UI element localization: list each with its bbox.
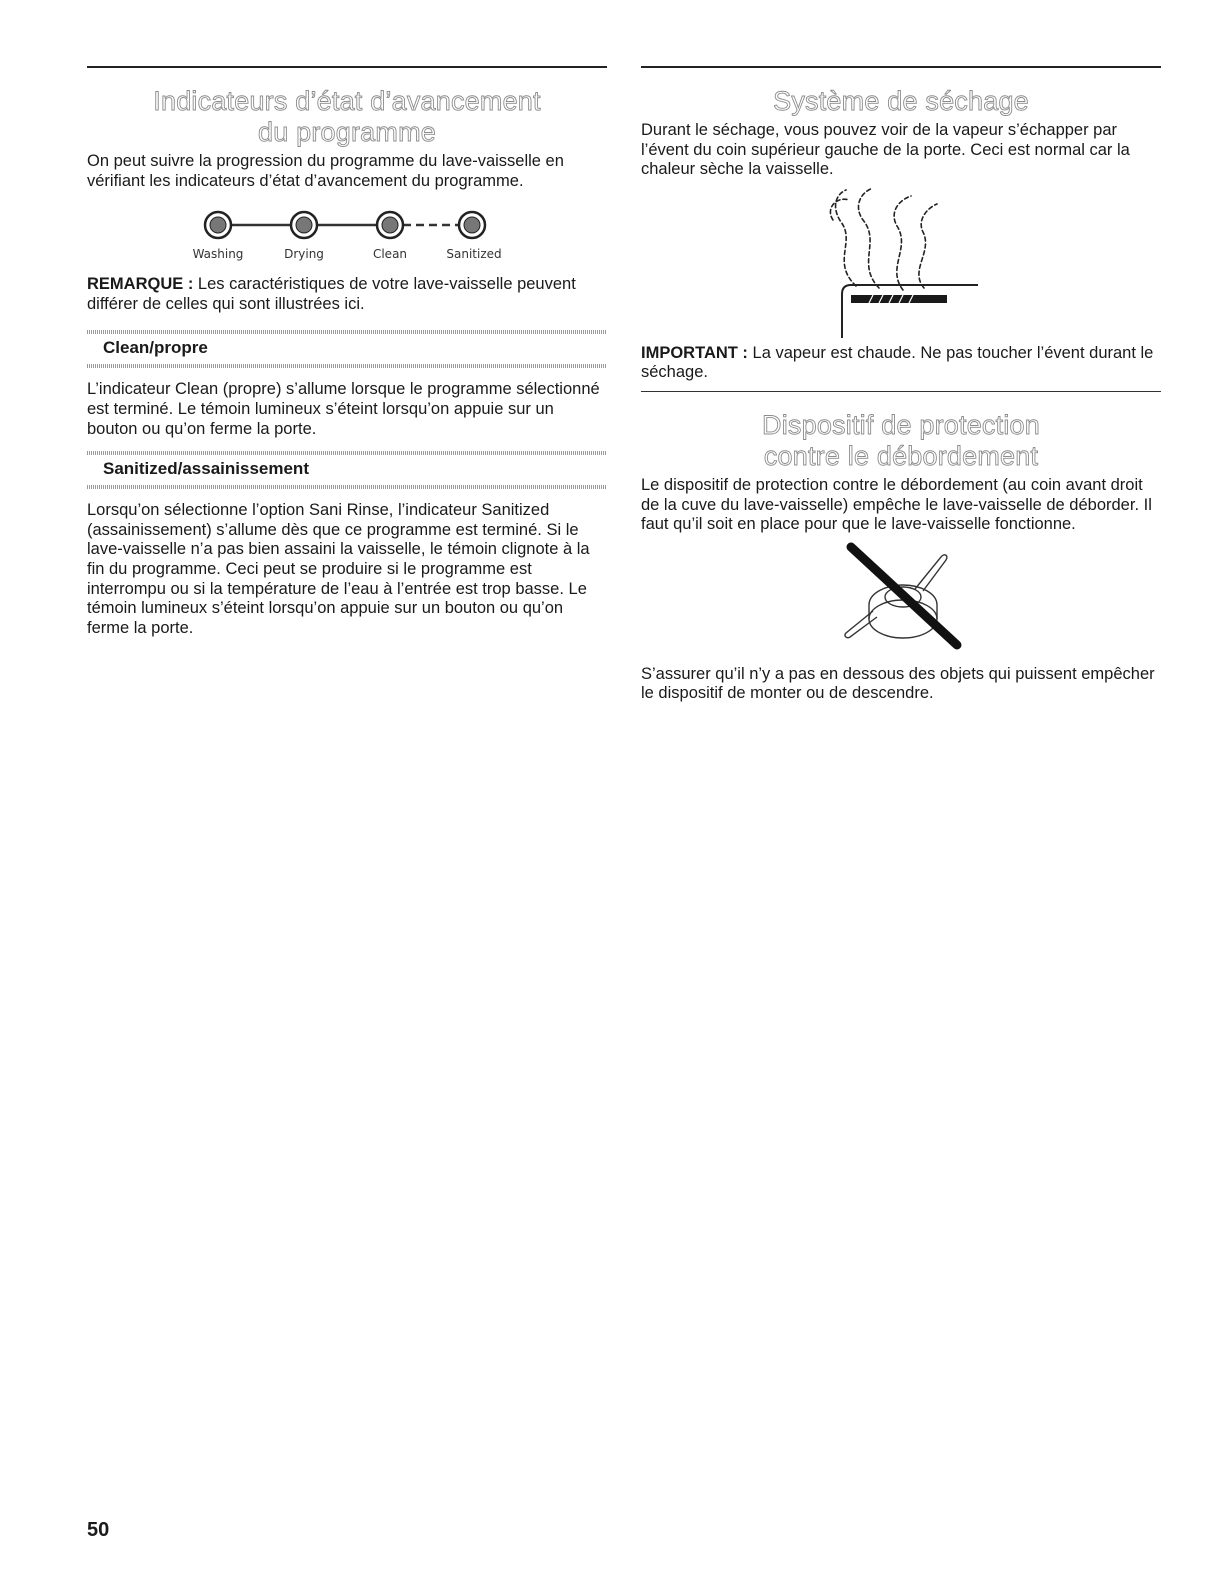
important-text: La vapeur est chaude. Ne pas toucher l’évent durant le séchage. [641, 343, 1154, 382]
float-obstruction-illustration [641, 541, 1161, 655]
indicator-lights-diagram [192, 209, 502, 245]
left-column [87, 66, 607, 638]
note-paragraph [87, 275, 607, 314]
note-text: Les caractéristiques de votre lave-vaisselle peuvent différer de celles qui sont illustrées ici. [87, 275, 576, 313]
overflow-protection-title: Dispositif de protection contre le débordement [762, 409, 1040, 471]
indicator-label-washing: Washing [192, 247, 244, 262]
section-rule [641, 391, 1161, 392]
note-label: REMARQUE : [87, 275, 194, 294]
drying-text: Durant le séchage, vous pouvez voir de la vapeur s’échapper par l’évent du coin supérieur gauche de la porte. Ceci est normal car la chaleur sèche la vaisselle. [641, 121, 1130, 179]
progress-intro: On peut suivre la progression du programme du lave-vaisselle en vérifiant les indicateurs d’état d’avancement du programme. [87, 152, 564, 190]
sanitized-light-icon [459, 212, 485, 238]
right-column [641, 66, 1161, 704]
indicator-label-drying: Drying [284, 247, 324, 262]
important-label: IMPORTANT : [641, 343, 748, 362]
section-rule [87, 66, 607, 68]
washing-light-icon [205, 212, 231, 238]
sanitized-text: Lorsqu’on sélectionne l’option Sani Rinse, l’indicateur Sanitized (assainissement) s’allume dès que ce programme est terminé. Si le lave-vaisselle n’a pas bien assaini la vaisselle, le témoin clignote à la fin du programme. Ceci peut se produire si le programme est interrompu ou si la température de l’eau à l’entrée est trop basse. Le témoin lumineux s’éteint lorsqu’on appuie sur un bouton ou qu’on ferme la porte. [87, 501, 590, 637]
page-number: 50 [87, 1519, 110, 1541]
indicator-label-sanitized: Sanitized [446, 247, 502, 262]
sanitized-heading: Sanitized/assainissement [103, 459, 309, 479]
progress-indicators-title: Indicateurs d’état d’avancement du programme [153, 86, 541, 147]
cycle-status-indicators [87, 209, 607, 269]
steam-vent-illustration [641, 182, 1161, 338]
clean-heading: Clean/propre [103, 338, 208, 358]
subsection-divider [87, 364, 607, 368]
subsection-divider [87, 485, 607, 489]
overflow-text: Le dispositif de protection contre le débordement (au coin avant droit de la cuve du lave-vaisselle) empêche le lave-vaisselle de déborder. Il faut qu’il soit en place pour que le lave-vaisselle fonctionne. [641, 475, 1152, 534]
important-paragraph [641, 344, 1161, 383]
section-rule [641, 66, 1161, 68]
overflow-after-text: S’assurer qu’il n’y a pas en dessous des objets qui puissent empêcher le dispositif de monter ou de descendre. [641, 664, 1155, 703]
drying-light-icon [291, 212, 317, 238]
clean-text: L’indicateur Clean (propre) s’allume lorsque le programme sélectionné est terminé. Le témoin lumineux s’éteint lorsqu’on appuie sur un bouton ou qu’on ferme la porte. [87, 380, 600, 438]
indicator-label-clean: Clean [372, 247, 408, 262]
drying-system-title: Système de séchage [773, 86, 1029, 116]
clean-light-icon [377, 212, 403, 238]
